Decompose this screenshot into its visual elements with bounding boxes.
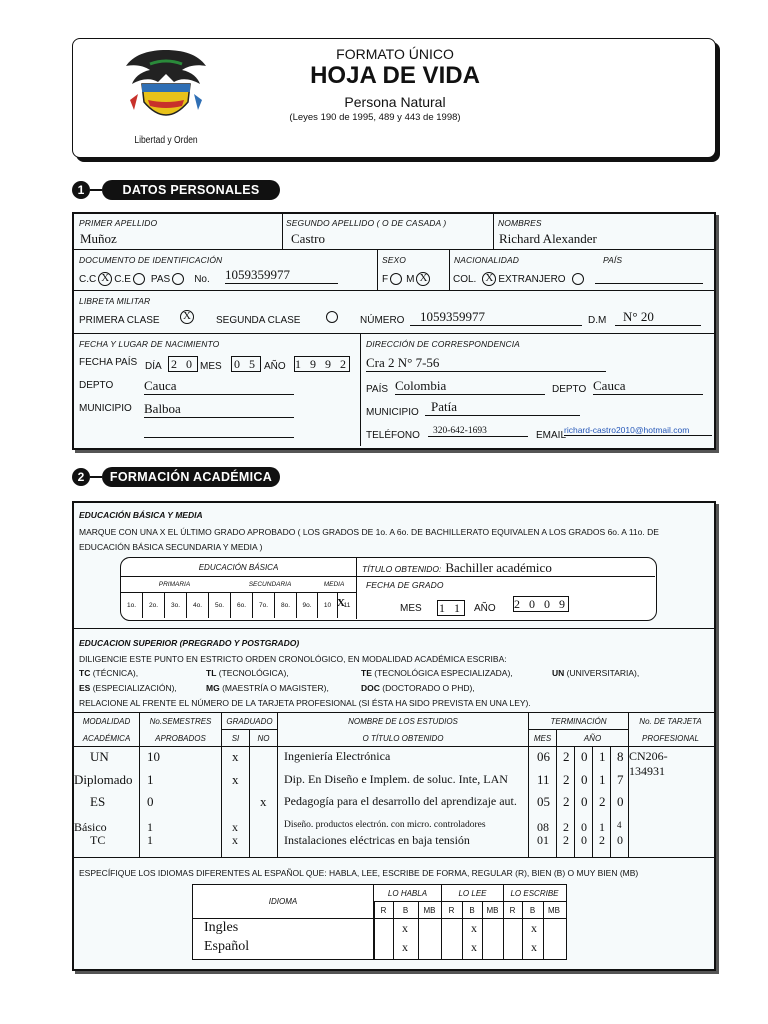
study-modalidad[interactable]: Básico [74,820,107,834]
lang-mark[interactable]: x [471,940,477,954]
study-mes[interactable]: 06 [537,749,550,764]
lang-col-divider [393,901,394,959]
nacionalidad-group [453,272,584,286]
doc-type-group [79,272,210,286]
study-si[interactable]: x [232,833,238,847]
grade-cell[interactable]: 11 [343,602,351,609]
study-mes[interactable]: 11 [537,772,550,787]
study-year-digit[interactable]: 2 [563,820,569,834]
study-nombre[interactable]: Dip. En Diseño e Implem. de soluc. Inte, LAN [284,772,508,786]
modalidad-tl [206,668,289,678]
grado-mes-value[interactable]: 1 1 [439,601,463,615]
titulo-label: TÍTULO OBTENIDO: [362,564,442,574]
page-title: HOJA DE VIDA [310,62,480,89]
extra-line [144,437,294,438]
study-year-digit[interactable]: 4 [617,820,622,830]
grade-row [121,593,356,618]
divider [193,918,566,919]
divider [493,214,494,250]
lang-level-header: B [469,905,475,915]
code-desc: (UNIVERSITARIA), [566,668,640,678]
grade-cell[interactable]: 3o. [165,593,187,618]
study-semestres[interactable]: 1 [147,833,153,847]
grado-mes-label: MES [400,603,422,614]
col-nombre: NOMBRE DE LOS ESTUDIOS [348,716,458,726]
basica-instructions: MARQUE CON UNA X EL ÚLTIMO GRADO APROBADO ( LOS GRADOS DE 1o. A 6o. DE BACHILLERATO EQUIVALEN A LOS GRADOS 6o. A 11o. DE EDUCACIÓN BÁSICA SECUNDARIA Y MEDIA ) [79,527,659,552]
lang-level-header: MB [548,905,560,915]
study-year-digit[interactable]: 2 [563,749,570,764]
section-number: 2 [72,468,90,486]
libreta-numero-value[interactable]: 1059359977 [410,309,582,326]
doc-cc-label: C.C [79,273,97,285]
col-terminacion: TERMINACIÓN [550,716,607,726]
primaria-label: PRIMARIA [158,581,191,588]
municipio2-value[interactable]: Patía [425,399,580,416]
formato-label: FORMATO ÚNICO [336,46,454,62]
study-modalidad[interactable]: ES [90,794,106,809]
sexo-m-radio[interactable]: X [416,272,430,286]
segundo-apellido-value[interactable]: Castro [291,231,325,246]
mes-label: MES [200,361,222,372]
primera-clase-label: PRIMERA CLASE [79,315,160,326]
study-semestres[interactable]: 0 [147,794,154,809]
col-aprobados: APROBADOS [155,733,206,743]
lang-col-divider [503,901,504,959]
fecha-pais-label: FECHA PAÍS [79,357,138,368]
col-si: SI [231,733,240,743]
study-year-digit[interactable]: 2 [563,772,570,787]
sexo-f-radio[interactable] [390,273,402,285]
grade-cell[interactable]: 4o. [187,593,209,618]
section-title: DATOS PERSONALES [102,180,280,200]
study-mes[interactable]: 05 [537,794,550,809]
municipio2-label: MUNICIPIO [366,407,419,418]
code-desc: (DOCTORADO O PHD), [382,683,475,693]
divider [556,729,557,857]
divider [74,249,714,250]
primer-apellido-label: PRIMER APELLIDO [79,218,158,228]
titulo-row [362,560,552,576]
lang-level-header: MB [423,905,436,915]
dm-value[interactable]: N° 20 [615,309,701,326]
study-year-digit[interactable]: 1 [599,820,605,834]
nac-col-label: COL. [453,273,477,285]
study-year-digit[interactable]: 2 [599,833,605,847]
grade-cell[interactable]: 7o. [253,593,275,618]
grade-cell[interactable]: 8o. [275,593,297,618]
pais-input[interactable] [595,283,703,284]
study-semestres[interactable]: 10 [147,749,160,764]
col-academica: ACADÉMICA [82,733,131,743]
dm-label: D.M [588,315,607,326]
grado-anio-label: AÑO [474,603,496,614]
superior-instructions: DILIGENCIE ESTE PUNTO EN ESTRICTO ORDEN CRONOLÓGICO, EN MODALIDAD ACADÉMICA ESCRIBA: [79,654,507,664]
study-si[interactable]: x [232,749,239,764]
study-nombre[interactable]: Pedagogía para el desarrollo del aprendizaje aut. [284,794,517,808]
lang-level-header: R [448,905,455,915]
study-year-digit[interactable]: 0 [617,833,623,847]
code-desc: (MAESTRÍA O MAGISTER), [222,683,329,693]
grade-cell[interactable]: 10 [318,593,338,618]
municipio-value[interactable]: Balboa [144,401,294,418]
divider [74,857,714,858]
primera-clase-radio[interactable]: X [180,310,194,324]
modalidad-tc [79,668,138,678]
divider [574,746,575,857]
section-number: 1 [72,181,90,199]
depto-value[interactable]: Cauca [144,378,294,395]
lang-col-divider [543,901,544,959]
email-label: EMAIL [536,430,567,441]
study-year-digit[interactable]: 0 [581,833,587,847]
section-connector [90,476,102,478]
code-desc: (TECNOLÓGICA), [218,668,289,678]
grade-cell[interactable]: 2o. [143,593,165,618]
grade-mark: X [337,597,345,609]
lang-mark[interactable]: x [402,921,408,935]
dia-label: DÍA [145,361,162,372]
nacionalidad-label: NACIONALIDAD [454,255,519,265]
col-graduado: GRADUADO [226,716,273,726]
study-modalidad[interactable]: UN [90,749,109,764]
doc-ce-label: C.E [114,273,131,285]
motto: Libertad y Orden [134,135,198,146]
study-year-digit[interactable]: 2 [563,794,570,809]
code: MG [206,683,220,693]
libreta-numero-label: NÚMERO [360,315,405,326]
study-nombre[interactable]: Ingeniería Electrónica [284,749,391,763]
col-no: NO [257,733,270,743]
divider [249,729,250,857]
lang-mark[interactable]: x [531,940,537,954]
pais2-label: PAÍS [366,384,389,395]
study-nombre[interactable]: Diseño. productos electrón. con micro. controladores [284,820,486,830]
study-semestres[interactable]: 1 [147,772,154,787]
depto-label: DEPTO [79,380,114,391]
lo-escribe-label: LO ESCRIBE [510,889,559,898]
divider [74,746,714,747]
grade-cell[interactable]: 1o. [121,593,143,618]
lang-col-divider [462,901,463,959]
code-desc: (ESPECIALIZACIÓN), [92,683,177,693]
code: TC [79,668,91,678]
section-title: FORMACIÓN ACADÉMICA [102,467,280,487]
divider [74,333,714,334]
code: DOC [361,683,380,693]
lo-habla-label: LO HABLA [387,889,428,898]
grade-cell[interactable]: 5o. [209,593,231,618]
fecha-grado-label: FECHA DE GRADO [366,580,444,590]
lang-level-header: R [509,905,516,915]
study-year-digit[interactable]: 0 [581,820,587,834]
telefono-value[interactable]: 320-642-1693 [428,426,528,437]
modalidad-mg [206,683,329,693]
birth-day-value[interactable]: 2 0 [168,356,198,372]
modalidad-un [552,668,639,678]
nombres-label: NOMBRES [498,218,542,228]
sexo-m-label: M [406,273,415,285]
col-anio: AÑO [583,733,602,743]
edu-basica-label: EDUCACIÓN BÁSICA [198,563,279,572]
col-mes: MES [533,733,552,743]
sexo-f-label: F [382,273,389,285]
code-desc: (TECNOLÓGICA ESPECIALIZADA), [374,668,513,678]
divider [74,628,714,629]
modalidad-doc [361,683,475,693]
direccion-label: DIRECCIÓN DE CORRESPONDENCIA [366,339,520,349]
col-semestres: No.SEMESTRES [149,716,212,726]
superior-title: EDUCACION SUPERIOR (PREGRADO Y POSTGRADO) [79,638,300,648]
study-year-digit[interactable]: 8 [617,749,624,764]
study-nombre[interactable]: Instalaciones eléctricas en baja tensión [284,833,470,847]
titulo-value[interactable]: Bachiller académico [445,560,552,575]
lo-lee-label: LO LEE [458,889,487,898]
municipio-label: MUNICIPIO [79,403,132,414]
secundaria-label: SECUNDARIA [248,581,292,588]
study-si[interactable]: x [232,820,238,834]
col-profesional: PROFESIONAL [642,733,699,743]
direccion-value[interactable]: Cra 2 N° 7-56 [366,355,606,372]
study-year-digit[interactable]: 0 [617,794,624,809]
birth-month-value[interactable]: 0 5 [231,356,261,372]
doc-label: DOCUMENTO DE IDENTIFICACIÓN [79,255,223,265]
study-year-digit[interactable]: 2 [599,794,606,809]
study-year-digit[interactable]: 2 [563,833,569,847]
libreta-label: LIBRETA MILITAR [79,296,151,306]
anio-label: AÑO [264,361,286,372]
idioma-label: IDIOMA [268,897,298,906]
lang-col-divider [482,901,483,959]
doc-pas-label: PAS [150,273,171,285]
pais-label: PAÍS [603,255,623,265]
nac-col-radio[interactable]: X [482,272,496,286]
lang-col-divider [522,901,523,959]
study-year-digit[interactable]: 7 [617,772,624,787]
doc-number-value[interactable]: 1059359977 [225,267,338,284]
study-mes[interactable]: 01 [537,833,549,847]
law-reference: (Leyes 190 de 1995, 489 y 443 de 1998) [289,112,461,123]
coat-of-arms-logo [120,44,212,136]
col-tarjeta: No. DE TARJETA [639,716,702,726]
depto2-value[interactable]: Cauca [593,378,703,395]
study-si[interactable]: x [232,772,239,787]
divider [74,290,714,291]
col-modalidad: MODALIDAD [82,716,131,726]
grade-cell[interactable]: 9o. [297,593,318,618]
divider [610,746,611,857]
lang-mark[interactable]: x [471,921,477,935]
study-year-digit[interactable]: 0 [581,749,588,764]
study-year-digit[interactable]: 1 [599,772,606,787]
lang-level-header: B [402,905,409,915]
doc-ce-radio[interactable] [133,273,145,285]
birth-year-value[interactable]: 1 9 9 2 [295,357,349,371]
divider [377,250,378,290]
lang-col-divider [441,901,442,959]
lang-col-divider [418,901,419,959]
nombres-value[interactable]: Richard Alexander [499,231,597,246]
divider [449,250,450,290]
email-value[interactable]: richard-castro2010@hotmail.com [564,425,712,436]
study-no[interactable]: x [260,794,267,809]
divider [356,558,357,619]
doc-cc-radio[interactable]: X [98,272,112,286]
lang-name[interactable]: Ingles [204,920,239,935]
segunda-clase-radio[interactable] [326,311,338,323]
section-connector [90,189,102,191]
doc-no-label: No. [194,273,210,285]
media-label: MEDIA [323,581,345,588]
page-subtitle: Persona Natural [344,94,446,110]
segundo-apellido-label: SEGUNDO APELLIDO ( O DE CASADA ) [286,218,447,228]
lang-level-header: MB [486,905,499,915]
col-titulo: O TÍTULO OBTENIDO [362,733,444,743]
divider [282,214,283,250]
code: UN [552,668,565,678]
primer-apellido-value[interactable]: Muñoz [80,231,117,246]
lang-level-header: B [529,905,536,915]
modalidad-es [79,683,177,693]
sexo-label: SEXO [382,255,407,265]
grade-cell[interactable]: 6o. [231,593,253,618]
depto2-label: DEPTO [552,384,587,395]
sexo-group [382,272,430,286]
divider [592,746,593,857]
study-semestres[interactable]: 1 [147,820,153,834]
code: TE [361,668,372,678]
study-mes[interactable]: 08 [537,820,549,834]
nac-ext-label: EXTRANJERO [498,273,566,285]
nacimiento-label: FECHA Y LUGAR DE NACIMIENTO [79,339,220,349]
divider [360,334,361,446]
segunda-clase-label: SEGUNDA CLASE [216,315,301,326]
tarjeta-instructions: RELACIONE AL FRENTE EL NÚMERO DE LA TARJETA PROFESIONAL (SI ÉSTA HA SIDO PREVISTA EN UNA LEY). [79,698,531,708]
lang-name[interactable]: Español [204,939,250,954]
lang-mark[interactable]: x [402,940,408,954]
lang-level-header: R [380,905,387,915]
lang-col-divider [374,901,375,959]
nac-ext-radio[interactable] [572,273,584,285]
study-year-digit[interactable]: 0 [581,772,588,787]
code: TL [206,668,217,678]
lang-mark[interactable]: x [531,921,537,935]
modalidad-te [361,668,513,678]
pais2-value[interactable]: Colombia [395,378,545,395]
code: ES [79,683,91,693]
doc-pas-radio[interactable] [172,273,184,285]
grado-anio-value[interactable]: 2 0 0 9 [514,597,568,611]
study-tarjeta[interactable]: CN206-134931 [629,749,668,778]
study-modalidad[interactable]: Diplomado [74,772,133,787]
study-year-digit[interactable]: 0 [581,794,588,809]
telefono-label: TELÉFONO [366,430,420,441]
study-modalidad[interactable]: TC [90,833,106,847]
code-desc: (TÉCNICA), [92,668,139,678]
idiomas-instructions: ESPECÍFIQUE LOS IDIOMAS DIFERENTES AL ESPAÑOL QUE: HABLA, LEE, ESCRIBE DE FORMA, REGULAR (R), BIEN (B) O MUY BIEN (MB) [79,868,639,878]
basica-title: EDUCACIÓN BÁSICA Y MEDIA [79,510,203,520]
study-year-digit[interactable]: 1 [599,749,606,764]
